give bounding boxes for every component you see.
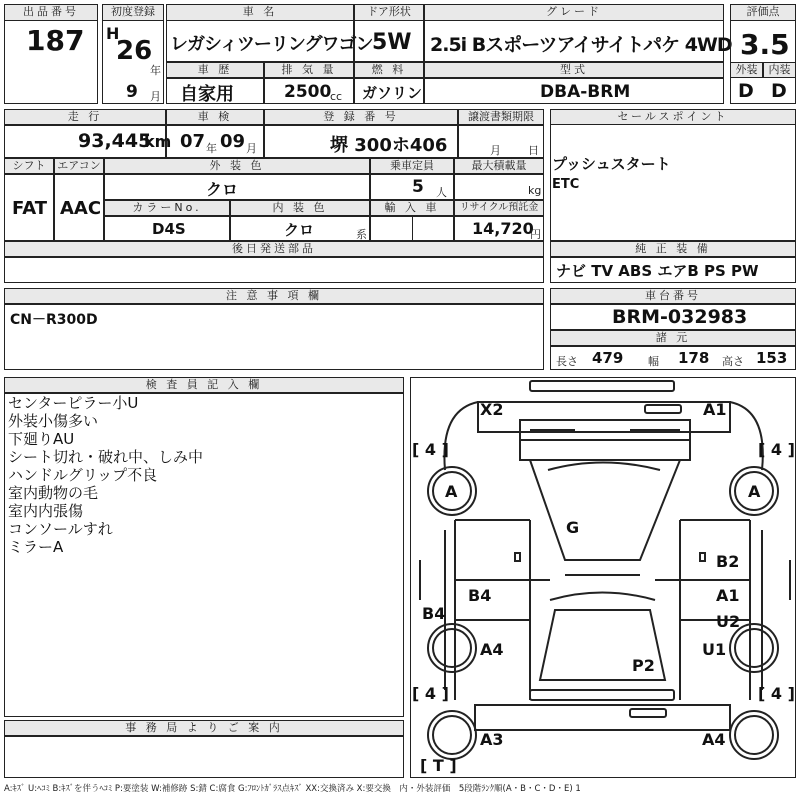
- grade-label: グレード: [424, 4, 724, 21]
- color-no-label: カラーNo.: [104, 200, 230, 216]
- sales-label: セールスポイント: [550, 109, 796, 125]
- interior-label: 内 装 色: [230, 200, 370, 216]
- spec-label: 諸 元: [550, 330, 796, 346]
- ext-label: 外装: [730, 62, 763, 78]
- length: 479: [592, 349, 624, 367]
- month-unit: 月: [150, 90, 161, 103]
- sales-point-1: プッシュスタート: [552, 155, 671, 173]
- damage-mark-a4-bottom: A4: [702, 730, 726, 749]
- tire-depth-rl: [ 4 ]: [412, 684, 449, 703]
- tire-depth-fr: [ 4 ]: [758, 440, 795, 459]
- insp-month-unit: 月: [246, 142, 257, 155]
- damage-mark-a1-right: A1: [716, 586, 740, 605]
- interior-color: クロ: [284, 221, 315, 239]
- interior-unit: 系: [356, 228, 367, 241]
- ac-label: エアコン: [54, 158, 104, 174]
- lot-label: 出品番号: [4, 4, 98, 21]
- plate: 堺 300ホ406: [330, 135, 448, 156]
- damage-mark-a1-top: A1: [703, 400, 727, 419]
- inspector-note: ミラーA: [8, 538, 64, 556]
- inspector-note: シート切れ・破れ中、しみ中: [8, 448, 204, 466]
- hei-label: 高さ: [722, 355, 744, 368]
- disp-unit: cc: [330, 90, 343, 103]
- history: 自家用: [180, 84, 234, 105]
- chassis-label: 車台番号: [550, 288, 796, 304]
- damage-mark-b4-center: B4: [468, 586, 492, 605]
- model-label: 型式: [424, 62, 724, 78]
- capacity-label: 乗車定員: [370, 158, 454, 174]
- capacity-unit: 人: [436, 186, 447, 199]
- car-name: レガシィツーリングワゴン: [170, 34, 373, 55]
- door-label: ドア形状: [354, 4, 424, 21]
- inspector-label: 検 査 員 記 入 欄: [4, 377, 404, 393]
- recycle: 14,720: [472, 219, 534, 238]
- equipment: ナビ TV ABS エアB PS PW: [556, 262, 759, 280]
- reg-year: 26: [116, 36, 153, 66]
- score: 3.5: [740, 28, 790, 61]
- color-label: 外 装 色: [104, 158, 370, 174]
- sales-point-2: ETC: [552, 177, 580, 192]
- inspector-note: センターピラー小U: [8, 394, 139, 412]
- inspector-note: 外装小傷多い: [8, 412, 99, 430]
- damage-mark-u2: U2: [716, 612, 741, 631]
- recycle-label: リサイクル預託金: [454, 200, 544, 216]
- office-label: 事 務 局 よ り ご 案 内: [4, 720, 404, 736]
- caution-label: 注 意 事 項 欄: [4, 288, 544, 304]
- damage-mark-b4-left: B4: [422, 604, 446, 623]
- first-reg-label: 初度登録: [102, 4, 164, 21]
- caution-text: CN－R300D: [10, 312, 98, 328]
- inspector-note: ハンドルグリップ不良: [8, 466, 158, 484]
- ac: AAC: [60, 198, 102, 219]
- chassis-number: BRM-032983: [612, 306, 748, 328]
- import-label: 輸 入 車: [370, 200, 454, 216]
- door-type: 5W: [372, 30, 412, 55]
- sales-box: [550, 109, 796, 241]
- tire-depth-rr: [ 4 ]: [758, 684, 795, 703]
- diagram-box: [410, 377, 796, 778]
- damage-mark-a-right: A: [748, 482, 761, 501]
- legend: A:ｷｽﾞ U:ﾍｺﾐ B:ｷｽﾞを伴うﾍｺﾐ P:要塗装 W:補修跡 S:錆 C:腐食 G:ﾌﾛﾝﾄｶﾞﾗｽ点ｷｽﾞ XX:交換済み X:要交換 内・外装評価 5段階ﾗﾝｸ順(A・B・C・D・E) 1: [4, 784, 581, 794]
- office-box: [4, 736, 404, 778]
- inspection-label: 車 検: [166, 109, 264, 125]
- inspector-note: 下廻りAU: [8, 430, 75, 448]
- year-unit: 年: [150, 64, 161, 77]
- fuel: ガソリン: [362, 84, 423, 102]
- transfer-label: 譲渡書類期限: [458, 109, 544, 125]
- damage-mark-a4-left: A4: [480, 640, 504, 659]
- transfer-day: 日: [528, 144, 539, 157]
- load-label: 最大積載量: [454, 158, 544, 174]
- reg-month: 9: [126, 82, 138, 102]
- ext-score: D: [738, 80, 754, 102]
- displacement: 2500: [284, 82, 332, 102]
- capacity: 5: [412, 177, 424, 197]
- len-label: 長さ: [556, 355, 578, 368]
- fuel-label: 燃 料: [354, 62, 424, 78]
- lot-number: 187: [26, 24, 85, 57]
- damage-mark-p2: P2: [632, 656, 655, 675]
- damage-mark-g: G: [566, 518, 580, 537]
- height: 153: [756, 349, 788, 367]
- inspector-note: コンソールすれ: [8, 520, 113, 538]
- insp-year-unit: 年: [206, 142, 217, 155]
- transfer-month: 月: [490, 144, 501, 157]
- model: DBA-BRM: [540, 82, 631, 102]
- damage-mark-a-left: A: [445, 482, 458, 501]
- color-no: D4S: [152, 220, 186, 238]
- inspector-note: 室内動物の毛: [8, 484, 99, 502]
- load-unit: kg: [528, 184, 542, 197]
- tire-depth-spare: [ T ]: [420, 756, 457, 775]
- insp-month: 09: [220, 131, 246, 152]
- equip-label: 純 正 装 備: [550, 241, 796, 257]
- recycle-unit: 円: [530, 228, 541, 241]
- mileage-unit: km: [144, 132, 172, 151]
- width: 178: [678, 349, 710, 367]
- damage-mark-u1: U1: [702, 640, 727, 659]
- insp-year: 07: [180, 131, 206, 152]
- mileage: 93,445: [78, 130, 152, 152]
- wid-label: 幅: [648, 355, 659, 368]
- damage-mark-a3: A3: [480, 730, 504, 749]
- import-divider: [412, 216, 413, 241]
- name-label: 車 名: [166, 4, 354, 21]
- history-label: 車 歴: [166, 62, 264, 78]
- later-parts-box: [4, 257, 544, 283]
- later-parts-label: 後日発送部品: [4, 241, 544, 257]
- shift: FAT: [12, 198, 48, 219]
- disp-label: 排 気 量: [264, 62, 354, 78]
- mileage-label: 走 行: [4, 109, 166, 125]
- score-label: 評価点: [730, 4, 796, 21]
- int-label: 内装: [763, 62, 796, 78]
- grade: 2.5i Bスポーツアイサイトパケ 4WD: [430, 34, 732, 56]
- era: H: [106, 24, 120, 43]
- exterior-color: クロ: [206, 180, 239, 199]
- shift-label: シフト: [4, 158, 54, 174]
- damage-mark-x2: X2: [480, 400, 504, 419]
- inspector-note: 室内内張傷: [8, 502, 84, 520]
- tire-depth-fl: [ 4 ]: [412, 440, 449, 459]
- plate-label: 登 録 番 号: [264, 109, 458, 125]
- int-score: D: [771, 80, 787, 102]
- damage-mark-b2: B2: [716, 552, 740, 571]
